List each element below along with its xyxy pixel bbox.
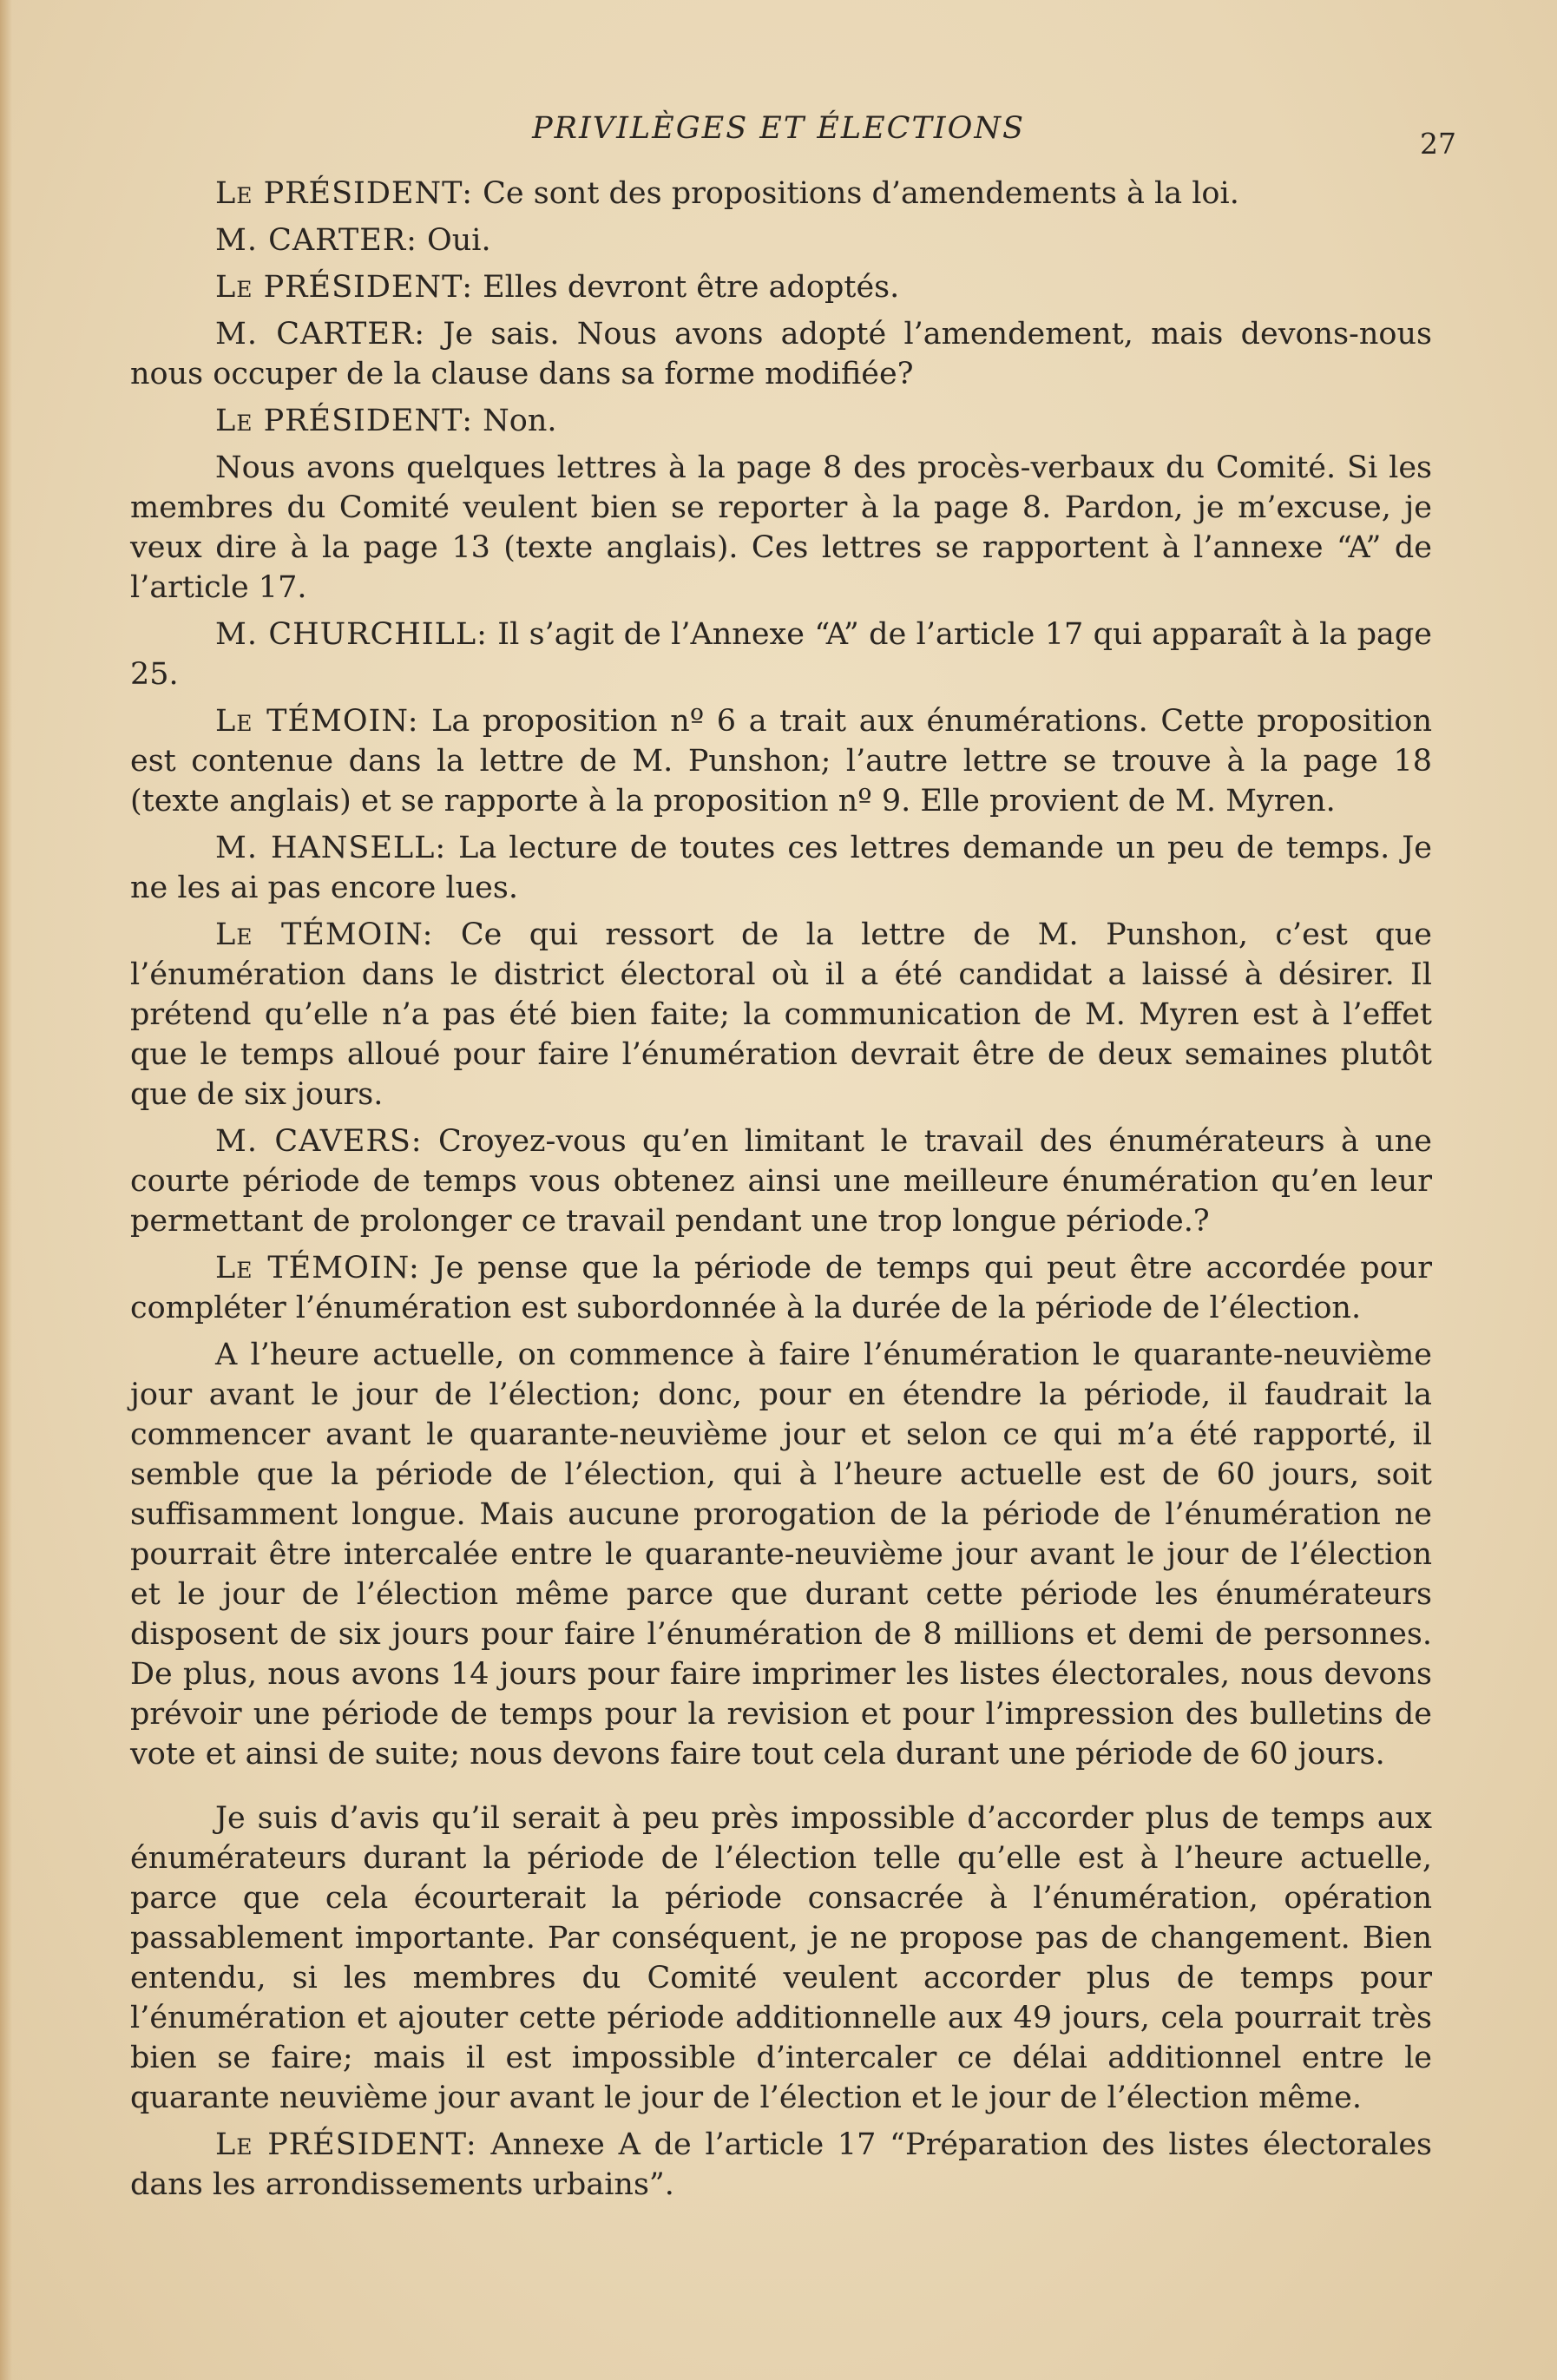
paragraph-text: Elles devront être adoptés. [473,270,900,305]
paragraph [130,615,1432,694]
paragraph [130,448,1432,608]
paragraph-text: Ce sont des propositions d’amendements à la loi. [473,176,1239,211]
speaker-name: M. CHURCHILL: [215,617,488,652]
paragraph-text: Annexe A de l’article 17 “Préparation des listes électorales dans les arrondissements urbains”. [130,2127,1432,2202]
paragraph-text: Oui. [417,223,491,258]
paragraph [130,314,1432,394]
speaker-name: M. CAVERS: [215,1124,423,1159]
paragraph-text: Il s’agit de l’Annexe “A” de l’article 17 qui apparaît à la page 25. [130,617,1432,692]
paragraph-text: Nous avons quelques lettres à la page 8 des procès-verbaux du Comité. Si les membres du Comité veulent bien se reporter à la page 8. Pardon, je m’excuse, je veux dire à la page 13 (texte anglais). Ces lettres se rapportent à l’annexe “A” de l’article 17. [130,450,1432,605]
paragraph-text: La proposition nº 6 a trait aux énumérations. Cette proposition est contenue dans la lettre de M. Punshon; l’autre lettre se trouve à la page 18 (texte anglais) et se rapporte à la proposition nº 9. Elle provient de M. Myren. [130,704,1432,819]
paragraph [130,401,1432,441]
speaker-name: M. HANSELL: [215,831,447,865]
paragraph-text: Je pense que la période de temps qui peut être accordée pour compléter l’énumération est subordonnée à la durée de la période de l’élection. [130,1251,1432,1325]
paragraph-text: Je suis d’avis qu’il serait à peu près impossible d’accorder plus de temps aux énumérateurs durant la période de l’élection telle qu’elle est à l’heure actuelle, parce que cela écourterait la période consacrée à l’énumération, opération passablement importante. Par conséquent, je ne propose pas de changement. Bien entendu, si les membres du Comité veulent accorder plus de temps pour l’énumération et ajouter cette période additionnelle aux 49 jours, cela pourrait très bien se faire; mais il est impossible d’intercaler ce délai additionnel entre le quarante neuvième jour avant le jour de l’élection et le jour de l’élection même. [130,1801,1432,2115]
speaker-name: Le TÉMOIN: [215,917,434,952]
paragraph-text: Ce qui ressort de la lettre de M. Punshon, c’est que l’énumération dans le district électoral où il a été candidat a laissé à désirer. Il prétend qu’elle n’a pas été bien faite; la communication de M. Myren est à l’effet que le temps alloué pour faire l’énumération devrait être de deux semaines plutôt que de six jours. [130,917,1432,1112]
paragraph-text: Croyez-vous qu’en limitant le travail des énumérateurs à une courte période de temps vous obtenez ainsi une meilleure énumération qu’en leur permettant de prolonger ce travail pendant une trop longue période.? [130,1124,1432,1239]
paragraph [130,1121,1432,1241]
speaker-name: Le PRÉSIDENT: [215,270,473,305]
paragraph [130,915,1432,1114]
paragraph-text: A l’heure actuelle, on commence à faire l’énumération le quarante-neuvième jour avant le jour de l’élection; donc, pour en étendre la période, il faudrait la commencer avant le quarante-neuvième jour et selon ce qui m’a été rapporté, il semble que la période de l’élection, qui à l’heure actuelle est de 60 jours, soit suffisamment longue. Mais aucune prorogation de la période de l’énumération ne pourrait être intercalée entre le quarante-neuvième jour avant le jour de l’élection et le jour de l’élection même parce que durant cette période les énumérateurs disposent de six jours pour faire l’énumération de 8 millions et demi de personnes. De plus, nous avons 14 jours pour faire imprimer les listes électorales, nous devons prévoir une période de temps pour la revision et pour l’impression des bulletins de vote et ainsi de suite; nous devons faire tout cela durant une période de 60 jours. [130,1338,1432,1772]
paragraph [130,174,1432,214]
paragraph [130,701,1432,821]
speaker-name: Le TÉMOIN: [215,704,419,739]
paragraph [130,1248,1432,1328]
speaker-name: M. CARTER: [215,317,426,352]
speaker-name: Le TÉMOIN: [215,1251,420,1285]
paragraph [130,220,1432,260]
page-edge-shadow [0,0,12,2380]
speaker-name: M. CARTER: [215,223,417,258]
paragraph-text: Je sais. Nous avons adopté l’amendement, mais devons-nous nous occuper de la clause dans sa forme modifiée? [130,317,1432,391]
paragraph [130,1798,1432,2118]
paragraph [130,2125,1432,2205]
speaker-name: Le PRÉSIDENT: [215,404,473,438]
running-title: PRIVILÈGES ET ÉLECTIONS [532,111,1025,146]
speaker-name: Le PRÉSIDENT: [215,176,473,211]
body-text [130,174,1432,2212]
paragraph [130,1335,1432,1774]
paragraph [130,828,1432,908]
paragraph [130,267,1432,307]
paragraph-text: La lecture de toutes ces lettres demande un peu de temps. Je ne les ai pas encore lues. [130,831,1432,905]
paragraph-text: Non. [473,404,557,438]
page-number: 27 [1420,127,1456,161]
speaker-name: Le PRÉSIDENT: [215,2127,477,2162]
